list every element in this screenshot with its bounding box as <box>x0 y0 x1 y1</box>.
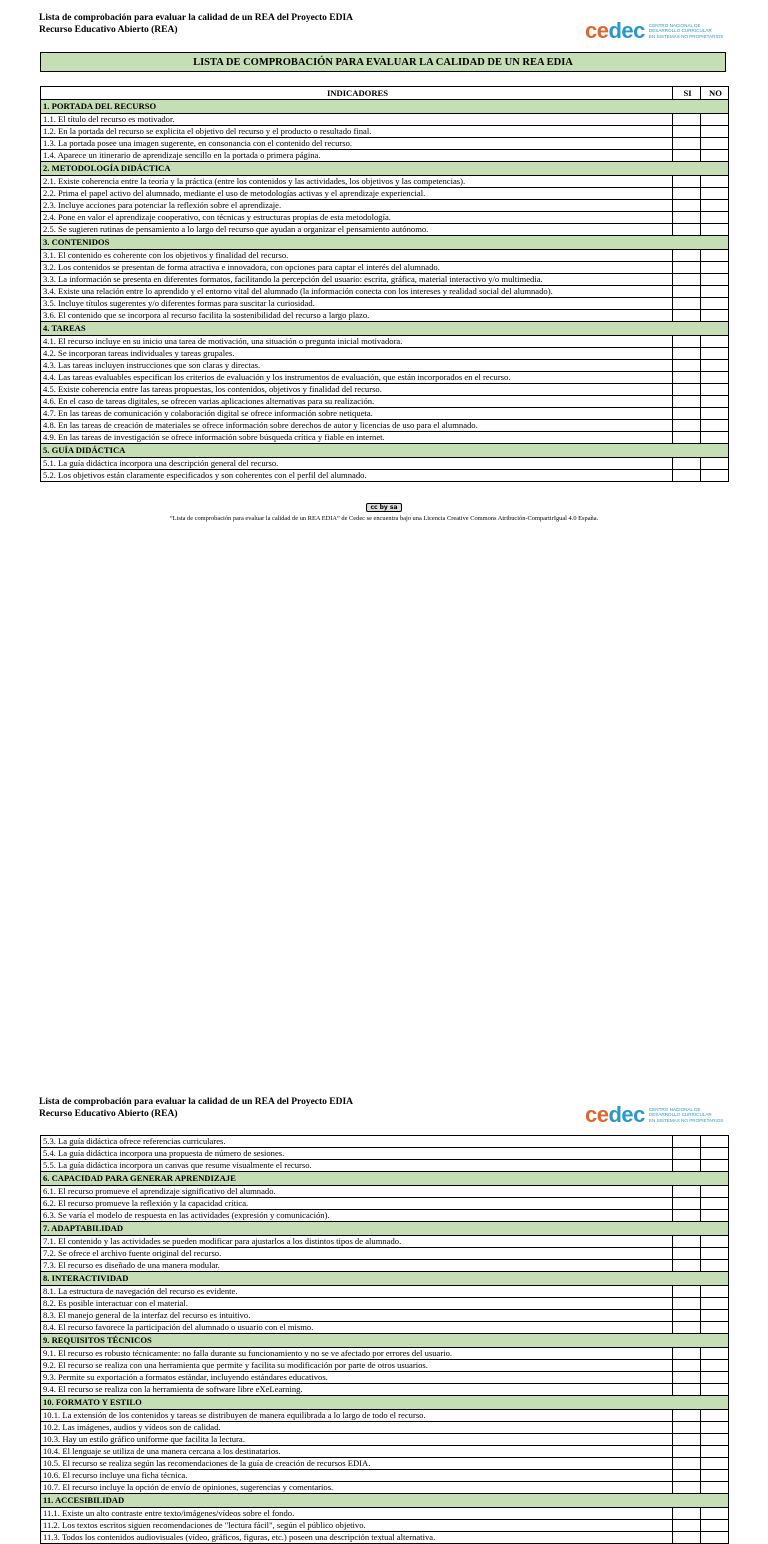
indicator-text: 4.8. En las tareas de creación de materiales se ofrece información sobre derechos de autor y licencias de uso para el alumnado. <box>41 420 673 432</box>
no-checkbox-cell[interactable] <box>701 274 729 286</box>
cc-license-badge: cc by sa <box>366 503 401 512</box>
checklist-item-row <box>41 1310 729 1322</box>
cedec-logo <box>585 18 723 44</box>
no-checkbox-cell[interactable] <box>701 176 729 188</box>
indicator-text: 4.9. En las tareas de investigación se ofrece información sobre búsqueda crítica y fiable en internet. <box>41 432 673 444</box>
checklist-item-row <box>41 114 729 126</box>
section-title: 7. ADAPTABILIDAD <box>41 1222 729 1236</box>
checklist-item-row <box>41 1446 729 1458</box>
yes-checkbox-cell[interactable] <box>673 176 701 188</box>
checklist-item-row <box>41 348 729 360</box>
checklist-item-row <box>41 1458 729 1470</box>
no-checkbox-cell[interactable] <box>701 1236 729 1248</box>
section-header-row <box>41 1334 729 1348</box>
indicator-text: 2.1. Existe coherencia entre la teoría y la práctica (entre los contenidos y las actividades, los objetivos y las competencias). <box>41 176 673 188</box>
no-checkbox-cell[interactable] <box>701 200 729 212</box>
indicator-text: 3.2. Los contenidos se presentan de forma atractiva e innovadora, con opciones para captar el interés del alumnado. <box>41 262 673 274</box>
checklist-item-row <box>41 1434 729 1446</box>
yes-checkbox-cell[interactable] <box>673 1136 701 1148</box>
yes-checkbox-cell[interactable] <box>673 188 701 200</box>
section-title: 8. INTERACTIVIDAD <box>41 1272 729 1286</box>
yes-checkbox-cell[interactable] <box>673 310 701 322</box>
checklist-item-row <box>41 384 729 396</box>
no-checkbox-cell[interactable] <box>701 1286 729 1298</box>
no-checkbox-cell[interactable] <box>701 224 729 236</box>
section-header-row <box>41 444 729 458</box>
yes-checkbox-cell[interactable] <box>673 1348 701 1360</box>
checklist-item-row <box>41 1372 729 1384</box>
no-checkbox-cell[interactable] <box>701 458 729 470</box>
header-line-2: Recurso Educativo Abierto (REA) <box>39 1109 178 1119</box>
no-checkbox-cell[interactable] <box>701 384 729 396</box>
yes-checkbox-cell[interactable] <box>673 1148 701 1160</box>
checklist-item-row <box>41 432 729 444</box>
section-header-row <box>41 1396 729 1410</box>
checklist-item-row <box>41 1186 729 1198</box>
header-line-1: Lista de comprobación para evaluar la calidad de un REA del Proyecto EDIA <box>39 13 354 23</box>
no-checkbox-cell[interactable] <box>701 432 729 444</box>
yes-checkbox-cell[interactable] <box>673 1532 701 1544</box>
indicator-text: 9.1. El recurso es robusto técnicamente: no falla durante su funcionamiento y no se ve afectado por errores del usuario. <box>41 1348 673 1360</box>
indicator-text: 9.2. El recurso se realiza con una herramienta que permite y facilita su modificación por parte de otros usuarios. <box>41 1360 673 1372</box>
yes-checkbox-cell[interactable] <box>673 470 701 482</box>
no-checkbox-cell[interactable] <box>701 286 729 298</box>
yes-checkbox-cell[interactable] <box>673 298 701 310</box>
no-checkbox-cell[interactable] <box>701 250 729 262</box>
yes-checkbox-cell[interactable] <box>673 1520 701 1532</box>
indicator-text: 10.3. Hay un estilo gráfico uniforme que facilita la lectura. <box>41 1434 673 1446</box>
no-checkbox-cell[interactable] <box>701 212 729 224</box>
indicator-text: 8.4. El recurso favorece la participación del alumnado o usuario con el mismo. <box>41 1322 673 1334</box>
no-checkbox-cell[interactable] <box>701 1160 729 1172</box>
checklist-item-row <box>41 1260 729 1272</box>
no-checkbox-cell[interactable] <box>701 126 729 138</box>
indicator-text: 3.1. El contenido es coherente con los objetivos y finalidad del recurso. <box>41 250 673 262</box>
yes-checkbox-cell[interactable] <box>673 224 701 236</box>
no-checkbox-cell[interactable] <box>701 1210 729 1222</box>
checklist-item-row <box>41 1210 729 1222</box>
indicator-text: 11.2. Los textos escritos siguen recomendaciones de "lectura fácil", según el público objetivo. <box>41 1520 673 1532</box>
yes-checkbox-cell[interactable] <box>673 1198 701 1210</box>
indicator-text: 7.3. El recurso es diseñado de una manera modular. <box>41 1260 673 1272</box>
checklist-item-row <box>41 396 729 408</box>
no-checkbox-cell[interactable] <box>701 1410 729 1422</box>
no-checkbox-cell[interactable] <box>701 336 729 348</box>
checklist-item-row <box>41 336 729 348</box>
no-checkbox-cell[interactable] <box>701 470 729 482</box>
checklist-table-page-1 <box>40 86 729 482</box>
license-text: “Lista de comprobación para evaluar la calidad de un REA EDIA” de Cedec se encuentra bajo una Licencia Creative Commons Atribución-CompartirIgual 4.0 España. <box>169 515 599 522</box>
no-checkbox-cell[interactable] <box>701 408 729 420</box>
indicator-text: 1.4. Aparece un itinerario de aprendizaje sencillo en la portada o primera página. <box>41 150 673 162</box>
yes-checkbox-cell[interactable] <box>673 372 701 384</box>
indicator-text: 9.4. El recurso se realiza con la herramienta de software libre eXeLearning. <box>41 1384 673 1396</box>
yes-checkbox-cell[interactable] <box>673 396 701 408</box>
no-checkbox-cell[interactable] <box>701 1532 729 1544</box>
no-checkbox-cell[interactable] <box>701 138 729 150</box>
no-checkbox-cell[interactable] <box>701 1372 729 1384</box>
no-checkbox-cell[interactable] <box>701 1322 729 1334</box>
indicator-text: 4.2. Se incorporan tareas individuales y tareas grupales. <box>41 348 673 360</box>
column-header-no: NO <box>701 87 729 100</box>
indicator-text: 10.4. El lenguaje se utiliza de una manera cercana a los destinatarios. <box>41 1446 673 1458</box>
checklist-item-row <box>41 298 729 310</box>
section-header-row <box>41 1272 729 1286</box>
indicator-text: 3.4. Existe una relación entre lo aprendido y el entorno vital del alumnado (la información conecta con los intereses y realidad social del alumnado). <box>41 286 673 298</box>
indicator-text: 6.3. Se varía el modelo de respuesta en las actividades (expresión y comunicación). <box>41 1210 673 1222</box>
header-line-2: Recurso Educativo Abierto (REA) <box>39 25 178 35</box>
yes-checkbox-cell[interactable] <box>673 1482 701 1494</box>
indicator-text: 10.2. Las imágenes, audios y vídeos son de calidad. <box>41 1422 673 1434</box>
no-checkbox-cell[interactable] <box>701 1482 729 1494</box>
no-checkbox-cell[interactable] <box>701 114 729 126</box>
yes-checkbox-cell[interactable] <box>673 384 701 396</box>
checklist-item-row <box>41 126 729 138</box>
checklist-item-row <box>41 372 729 384</box>
indicator-text: 11.3. Todos los contenidos audiovisuales (vídeo, gráficos, figuras, etc.) poseen una descripción textual alternativa. <box>41 1532 673 1544</box>
page-one <box>0 0 768 540</box>
yes-checkbox-cell[interactable] <box>673 1236 701 1248</box>
yes-checkbox-cell[interactable] <box>673 458 701 470</box>
indicator-text: 1.3. La portada posee una imagen sugerente, en consonancia con el contenido del recurso. <box>41 138 673 150</box>
cedec-logo-mark: cedec <box>585 18 645 43</box>
yes-checkbox-cell[interactable] <box>673 1446 701 1458</box>
cedec-logo-mark: cedec <box>585 1102 645 1127</box>
no-checkbox-cell[interactable] <box>701 262 729 274</box>
yes-checkbox-cell[interactable] <box>673 1360 701 1372</box>
indicator-text: 6.2. El recurso promueve la reflexión y la capacidad crítica. <box>41 1198 673 1210</box>
indicator-text: 9.3. Permite su exportación a formatos estándar, incluyendo estándares educativos. <box>41 1372 673 1384</box>
section-header-row <box>41 236 729 250</box>
yes-checkbox-cell[interactable] <box>673 1260 701 1272</box>
document-header <box>39 12 353 36</box>
checklist-item-row <box>41 1148 729 1160</box>
checklist-item-row <box>41 1360 729 1372</box>
checklist-item-row <box>41 1520 729 1532</box>
no-checkbox-cell[interactable] <box>701 310 729 322</box>
section-title: 6. CAPACIDAD PARA GENERAR APRENDIZAJE <box>41 1172 729 1186</box>
yes-checkbox-cell[interactable] <box>673 1434 701 1446</box>
checklist-item-row <box>41 1508 729 1520</box>
checklist-item-row <box>41 1470 729 1482</box>
cedec-logo-subtitle: CENTRO NACIONAL DE DESARROLLO CURRICULAR EN SISTEMAS NO PROPIETARIOS <box>648 22 724 39</box>
indicator-text: 5.5. La guía didáctica incorpora un canvas que resume visualmente el recurso. <box>41 1160 673 1172</box>
indicator-text: 4.5. Existe coherencia entre las tareas propuestas, los contenidos, objetivos y finalidad del recurso. <box>41 384 673 396</box>
indicator-text: 7.2. Se ofrece el archivo fuente original del recurso. <box>41 1248 673 1260</box>
no-checkbox-cell[interactable] <box>701 1384 729 1396</box>
indicator-text: 10.6. El recurso incluye una ficha técnica. <box>41 1470 673 1482</box>
section-title: 9. REQUISITOS TÉCNICOS <box>41 1334 729 1348</box>
checklist-item-row <box>41 1236 729 1248</box>
checklist-item-row <box>41 1298 729 1310</box>
yes-checkbox-cell[interactable] <box>673 1372 701 1384</box>
no-checkbox-cell[interactable] <box>701 1260 729 1272</box>
no-checkbox-cell[interactable] <box>701 1434 729 1446</box>
no-checkbox-cell[interactable] <box>701 1470 729 1482</box>
section-title: 1. PORTADA DEL RECURSO <box>41 100 729 114</box>
section-header-row <box>41 322 729 336</box>
checklist-item-row <box>41 212 729 224</box>
indicator-text: 2.5. Se sugieren rutinas de pensamiento a lo largo del recurso que ayudan a organizar el pensamiento autónomo. <box>41 224 673 236</box>
section-header-row <box>41 1222 729 1236</box>
indicator-text: 7.1. El contenido y las actividades se pueden modificar para ajustarlos a los distintos tipos de alumnado. <box>41 1236 673 1248</box>
yes-checkbox-cell[interactable] <box>673 1458 701 1470</box>
no-checkbox-cell[interactable] <box>701 1458 729 1470</box>
indicator-text: 10.1. La extensión de los contenidos y tareas se distribuyen de manera equilibrada a lo largo de todo el recurso. <box>41 1410 673 1422</box>
yes-checkbox-cell[interactable] <box>673 408 701 420</box>
checklist-item-row <box>41 262 729 274</box>
yes-checkbox-cell[interactable] <box>673 1508 701 1520</box>
column-header-indicators: INDICADORES <box>41 87 673 100</box>
checklist-item-row <box>41 470 729 482</box>
checklist-item-row <box>41 286 729 298</box>
checklist-item-row <box>41 408 729 420</box>
yes-checkbox-cell[interactable] <box>673 1248 701 1260</box>
checklist-item-row <box>41 420 729 432</box>
checklist-item-row <box>41 1248 729 1260</box>
indicator-text: 4.1. El recurso incluye en su inicio una tarea de motivación, una situación o pregunta inicial motivadora. <box>41 336 673 348</box>
yes-checkbox-cell[interactable] <box>673 336 701 348</box>
checklist-item-row <box>41 1384 729 1396</box>
no-checkbox-cell[interactable] <box>701 150 729 162</box>
yes-checkbox-cell[interactable] <box>673 212 701 224</box>
checklist-item-row <box>41 1136 729 1148</box>
checklist-item-row <box>41 224 729 236</box>
column-header-row <box>41 87 729 100</box>
yes-checkbox-cell[interactable] <box>673 1186 701 1198</box>
no-checkbox-cell[interactable] <box>701 1148 729 1160</box>
checklist-item-row <box>41 1482 729 1494</box>
checklist-item-row <box>41 1322 729 1334</box>
no-checkbox-cell[interactable] <box>701 348 729 360</box>
yes-checkbox-cell[interactable] <box>673 274 701 286</box>
indicator-text: 10.7. El recurso incluye la opción de envío de opiniones, sugerencias y comentarios. <box>41 1482 673 1494</box>
no-checkbox-cell[interactable] <box>701 1248 729 1260</box>
indicator-text: 8.3. El manejo general de la interfaz del recurso es intuitivo. <box>41 1310 673 1322</box>
no-checkbox-cell[interactable] <box>701 1348 729 1360</box>
indicator-text: 11.1. Existe un alto contraste entre texto/imágenes/vídeos sobre el fondo. <box>41 1508 673 1520</box>
yes-checkbox-cell[interactable] <box>673 348 701 360</box>
yes-checkbox-cell[interactable] <box>673 262 701 274</box>
checklist-item-row <box>41 1198 729 1210</box>
no-checkbox-cell[interactable] <box>701 188 729 200</box>
yes-checkbox-cell[interactable] <box>673 1310 701 1322</box>
page-two <box>0 540 768 1542</box>
section-title: 4. TAREAS <box>41 322 729 336</box>
checklist-table-page-2 <box>40 1135 729 1544</box>
yes-checkbox-cell[interactable] <box>673 432 701 444</box>
indicator-text: 3.3. La información se presenta en diferentes formatos, facilitando la percepción del usuario: escrita, gráfica, material interactivo y/o multimedia. <box>41 274 673 286</box>
yes-checkbox-cell[interactable] <box>673 114 701 126</box>
no-checkbox-cell[interactable] <box>701 396 729 408</box>
indicator-text: 3.6. El contenido que se incorpora al recurso facilita la sostenibilidad del recurso a largo plazo. <box>41 310 673 322</box>
section-header-row <box>41 1172 729 1186</box>
no-checkbox-cell[interactable] <box>701 1198 729 1210</box>
checklist-item-row <box>41 138 729 150</box>
indicator-text: 1.2. En la portada del recurso se explicita el objetivo del recurso y el producto o resultado final. <box>41 126 673 138</box>
yes-checkbox-cell[interactable] <box>673 1322 701 1334</box>
no-checkbox-cell[interactable] <box>701 1422 729 1434</box>
checklist-item-row <box>41 176 729 188</box>
indicator-text: 8.1. La estructura de navegación del recurso es evidente. <box>41 1286 673 1298</box>
indicator-text: 8.2. Es posible interactuar con el material. <box>41 1298 673 1310</box>
indicator-text: 10.5. El recurso se realiza según las recomendaciones de la guía de creación de recursos EDIA. <box>41 1458 673 1470</box>
document-title: LISTA DE COMPROBACIÓN PARA EVALUAR LA CALIDAD DE UN REA EDIA <box>40 52 726 72</box>
no-checkbox-cell[interactable] <box>701 1298 729 1310</box>
yes-checkbox-cell[interactable] <box>673 138 701 150</box>
indicator-text: 5.3. La guía didáctica ofrece referencias curriculares. <box>41 1136 673 1148</box>
section-header-row <box>41 100 729 114</box>
yes-checkbox-cell[interactable] <box>673 200 701 212</box>
yes-checkbox-cell[interactable] <box>673 250 701 262</box>
checklist-item-row <box>41 1532 729 1544</box>
section-title: 2. METODOLOGÍA DIDÁCTICA <box>41 162 729 176</box>
checklist-item-row <box>41 1422 729 1434</box>
no-checkbox-cell[interactable] <box>701 1360 729 1372</box>
yes-checkbox-cell[interactable] <box>673 1410 701 1422</box>
license-notice <box>0 503 768 522</box>
indicator-text: 4.3. Las tareas incluyen instrucciones que son claras y directas. <box>41 360 673 372</box>
section-header-row <box>41 1494 729 1508</box>
no-checkbox-cell[interactable] <box>701 1508 729 1520</box>
section-title: 3. CONTENIDOS <box>41 236 729 250</box>
yes-checkbox-cell[interactable] <box>673 286 701 298</box>
yes-checkbox-cell[interactable] <box>673 126 701 138</box>
yes-checkbox-cell[interactable] <box>673 360 701 372</box>
yes-checkbox-cell[interactable] <box>673 1210 701 1222</box>
section-title: 11. ACCESIBILIDAD <box>41 1494 729 1508</box>
checklist-item-row <box>41 310 729 322</box>
indicator-text: 2.4. Pone en valor el aprendizaje cooperativo, con técnicas y estructuras propias de esta metodología. <box>41 212 673 224</box>
no-checkbox-cell[interactable] <box>701 372 729 384</box>
indicator-text: 2.2. Prima el papel activo del alumnado, mediante el uso de metodologías activas y el aprendizaje experiencial. <box>41 188 673 200</box>
checklist-item-row <box>41 1160 729 1172</box>
checklist-item-row <box>41 150 729 162</box>
no-checkbox-cell[interactable] <box>701 1186 729 1198</box>
yes-checkbox-cell[interactable] <box>673 1422 701 1434</box>
checklist-item-row <box>41 200 729 212</box>
section-header-row <box>41 162 729 176</box>
checklist-item-row <box>41 458 729 470</box>
indicator-text: 4.6. En el caso de tareas digitales, se ofrecen varias aplicaciones alternativas para su realización. <box>41 396 673 408</box>
section-title: 10. FORMATO Y ESTILO <box>41 1396 729 1410</box>
no-checkbox-cell[interactable] <box>701 1136 729 1148</box>
yes-checkbox-cell[interactable] <box>673 1160 701 1172</box>
indicator-text: 4.4. Las tareas evaluables especifican los criterios de evaluación y los instrumentos de evaluación, que están incorporados en el recurso. <box>41 372 673 384</box>
no-checkbox-cell[interactable] <box>701 298 729 310</box>
indicator-text: 5.4. La guía didáctica incorpora una propuesta de número de sesiones. <box>41 1148 673 1160</box>
cedec-logo-subtitle: CENTRO NACIONAL DE DESARROLLO CURRICULAR EN SISTEMAS NO PROPIETARIOS <box>648 1106 724 1123</box>
no-checkbox-cell[interactable] <box>701 420 729 432</box>
no-checkbox-cell[interactable] <box>701 1520 729 1532</box>
document-header-page-2 <box>39 1096 353 1120</box>
no-checkbox-cell[interactable] <box>701 360 729 372</box>
yes-checkbox-cell[interactable] <box>673 1286 701 1298</box>
section-title: 5. GUÍA DIDÁCTICA <box>41 444 729 458</box>
checklist-item-row <box>41 1286 729 1298</box>
checklist-item-row <box>41 1410 729 1422</box>
checklist-item-row <box>41 274 729 286</box>
no-checkbox-cell[interactable] <box>701 1446 729 1458</box>
yes-checkbox-cell[interactable] <box>673 150 701 162</box>
indicator-text: 1.1. El título del recurso es motivador. <box>41 114 673 126</box>
column-header-yes: SI <box>673 87 701 100</box>
yes-checkbox-cell[interactable] <box>673 1470 701 1482</box>
indicator-text: 2.3. Incluye acciones para potenciar la reflexión sobre el aprendizaje. <box>41 200 673 212</box>
indicator-text: 4.7. En las tareas de comunicación y colaboración digital se ofrece información sobre netiqueta. <box>41 408 673 420</box>
yes-checkbox-cell[interactable] <box>673 1384 701 1396</box>
header-line-1: Lista de comprobación para evaluar la calidad de un REA del Proyecto EDIA <box>39 1097 354 1107</box>
indicator-text: 6.1. El recurso promueve el aprendizaje significativo del alumnado. <box>41 1186 673 1198</box>
yes-checkbox-cell[interactable] <box>673 1298 701 1310</box>
indicator-text: 5.2. Los objetivos están claramente especificados y son coherentes con el perfil del alumnado. <box>41 470 673 482</box>
checklist-item-row <box>41 1348 729 1360</box>
checklist-item-row <box>41 360 729 372</box>
checklist-item-row <box>41 250 729 262</box>
indicator-text: 5.1. La guía didáctica incorpora una descripción general del recurso. <box>41 458 673 470</box>
cedec-logo-page-2 <box>585 1102 723 1128</box>
checklist-item-row <box>41 188 729 200</box>
no-checkbox-cell[interactable] <box>701 1310 729 1322</box>
indicator-text: 3.5. Incluye títulos sugerentes y/o diferentes formas para suscitar la curiosidad. <box>41 298 673 310</box>
yes-checkbox-cell[interactable] <box>673 420 701 432</box>
